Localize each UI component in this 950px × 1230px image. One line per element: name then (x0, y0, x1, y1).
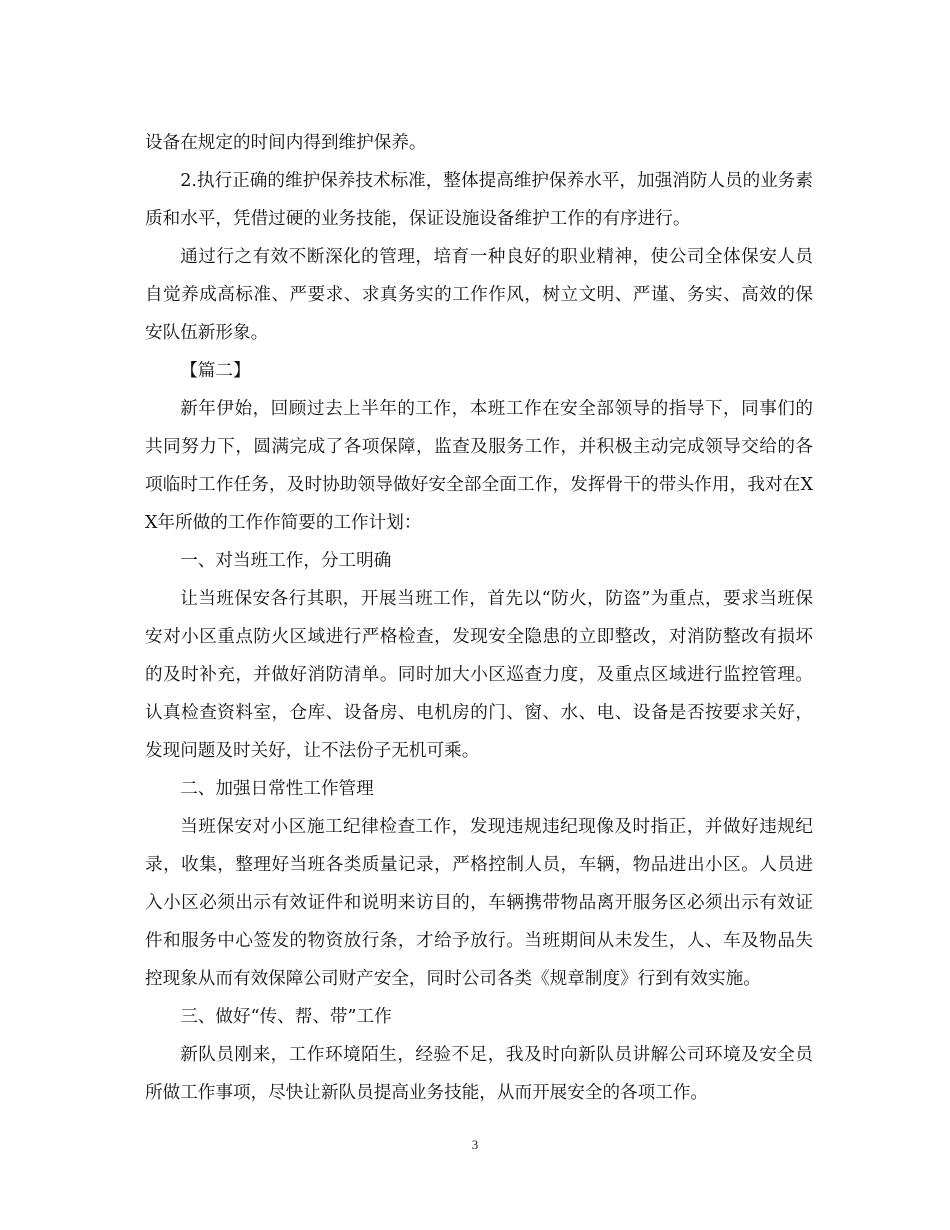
subsection-heading: 一、对当班工作，分工明确 (180, 551, 392, 571)
paragraph: 2.执行正确的维护保养技术标准，整体提高维护保养水平，加强消防人员的业务素质和水平，凭借过硬的业务技能，保证设施设备维护工作的有序进行。 (145, 171, 813, 229)
paragraph: 设备在规定的时间内得到维护保养。 (145, 133, 427, 153)
paragraph: 当班保安对小区施工纪律检查工作，发现违规违纪现像及时指正，并做好违规纪录，收集，整理好当班各类质量记录，严格控制人员，车辆，物品进出小区。人员进入小区必须出示有效证件和说明来访目的，车辆携带物品离开服务区必须出示有效证件和服务中心签发的物资放行条，才给予放行。当班期间从未发生，人、车及物品失控现象从而有效保障公司财产安全，同时公司各类《规章制度》行到有效实施。 (145, 817, 813, 989)
paragraph: 新年伊始，回顾过去上半年的工作，本班工作在安全部领导的指导下，同事们的共同努力下，圆满完成了各项保障，监查及服务工作，并积极主动完成领导交给的各项临时工作任务，及时协助领导做好安全部全面工作，发挥骨干的带头作用，我对在XX年所做的工作作简要的工作计划： (145, 399, 813, 533)
document-body (145, 124, 813, 1112)
subsection-heading: 二、加强日常性工作管理 (180, 779, 374, 799)
paragraph: 让当班保安各行其职，开展当班工作，首先以“防火，防盗”为重点，要求当班保安对小区重点防火区域进行严格检查，发现安全隐患的立即整改，对消防整改有损坏的及时补充，并做好消防清单。同时加大小区巡查力度，及重点区域进行监控管理。认真检查资料室，仓库、设备房、电机房的门、窗、水、电、设备是否按要求关好，发现问题及时关好，让不法份子无机可乘。 (145, 589, 813, 761)
page-number: 3 (471, 1137, 479, 1152)
section-heading: 【篇二】 (180, 361, 251, 381)
paragraph: 新队员刚来，工作环境陌生，经验不足，我及时向新队员讲解公司环境及安全员所做工作事项，尽快让新队员提高业务技能，从而开展安全的各项工作。 (145, 1045, 813, 1103)
paragraph: 通过行之有效不断深化的管理，培育一种良好的职业精神，使公司全体保安人员自觉养成高标准、严要求、求真务实的工作作风，树立文明、严谨、务实、高效的保安队伍新形象。 (145, 247, 813, 343)
subsection-heading: 三、做好“传、帮、带”工作 (180, 1007, 392, 1027)
